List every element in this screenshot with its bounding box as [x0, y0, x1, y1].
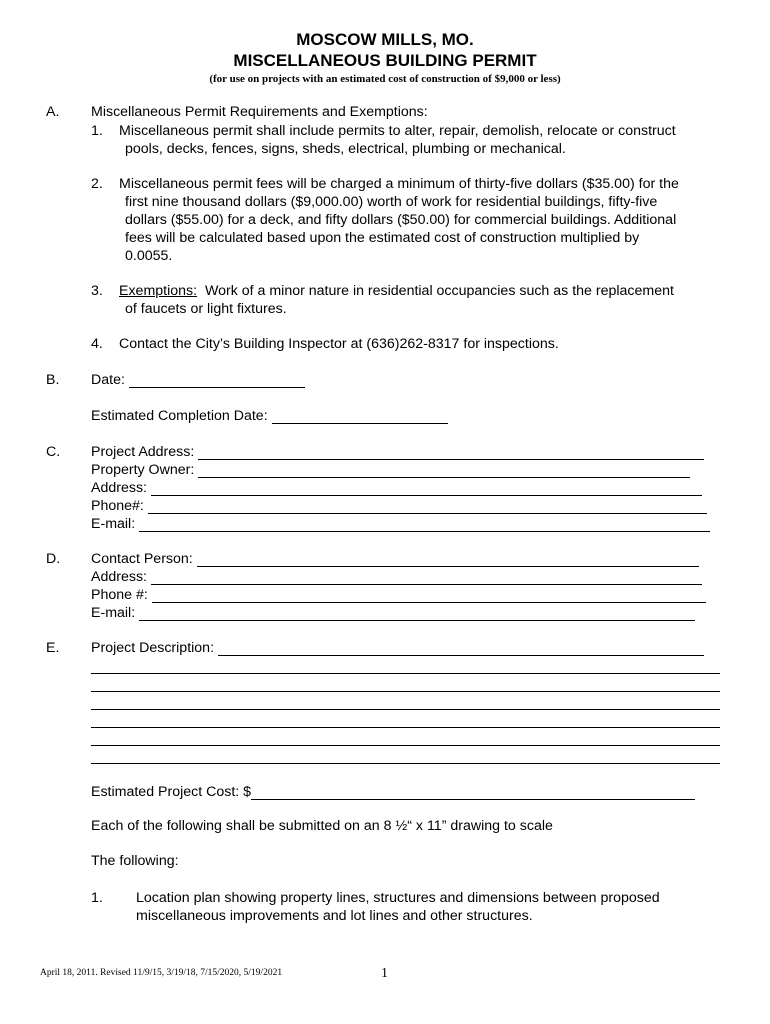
item-4-line-1: Contact the City’s Building Inspector at (636)262-8317 for inspections. [119, 336, 559, 352]
contact-email-field[interactable] [91, 603, 695, 621]
section-d-letter: D. [46, 551, 61, 567]
item-1-line-2: pools, decks, fences, signs, sheds, electrical, plumbing or mechanical. [125, 141, 566, 157]
section-c-letter: C. [46, 444, 61, 460]
page-number: 1 [381, 966, 388, 981]
section-e-letter: E. [46, 640, 60, 656]
estimated-cost-label: Estimated Project Cost: $ [91, 784, 252, 800]
item-2-line-5: 0.0055. [125, 248, 173, 264]
description-line-5[interactable] [91, 727, 720, 728]
requirement-1-number: 1. [91, 890, 103, 906]
section-b-letter: B. [46, 372, 60, 388]
contact-person-blank[interactable] [197, 552, 699, 567]
item-2-line-4: fees will be calculated based upon the estimated cost of construction multiplied by [125, 230, 640, 246]
requirement-1-line-2: miscellaneous improvements and lot lines and other structures. [136, 908, 533, 924]
requirement-1-line-1: Location plan showing property lines, structures and dimensions between proposed [136, 890, 660, 906]
contact-phone-label: Phone #: [91, 587, 148, 603]
following-label: The following: [91, 853, 179, 869]
contact-email-label: E-mail: [91, 605, 136, 621]
completion-date-blank[interactable] [272, 409, 448, 424]
owner-address-blank[interactable] [151, 481, 702, 496]
owner-email-label: E-mail: [91, 516, 136, 532]
exemptions-label: Exemptions: [119, 283, 198, 299]
contact-email-blank[interactable] [139, 606, 695, 621]
contact-address-field[interactable] [91, 567, 702, 585]
owner-address-field[interactable] [91, 478, 702, 496]
section-a-heading: Miscellaneous Permit Requirements and Exemptions: [91, 104, 428, 120]
date-blank[interactable] [129, 373, 305, 388]
section-a-letter: A. [46, 104, 60, 120]
project-description-blank[interactable] [218, 641, 704, 656]
item-3-line-2: of faucets or light fixtures. [125, 301, 287, 317]
owner-phone-label: Phone#: [91, 498, 144, 514]
description-line-4[interactable] [91, 709, 720, 710]
owner-email-blank[interactable] [139, 517, 710, 532]
owner-phone-field[interactable] [91, 496, 707, 514]
project-address-blank[interactable] [198, 445, 704, 460]
description-line-6[interactable] [91, 745, 720, 746]
description-line-2[interactable] [91, 673, 720, 674]
description-line-7[interactable] [91, 763, 720, 764]
owner-phone-blank[interactable] [148, 499, 707, 514]
item-2-line-1: Miscellaneous permit fees will be charged a minimum of thirty-five dollars ($35.00) for the [119, 176, 679, 192]
contact-person-field[interactable] [91, 549, 699, 567]
title-permit: MISCELLANEOUS BUILDING PERMIT [233, 51, 537, 70]
item-1-number: 1. [91, 123, 103, 139]
property-owner-label: Property Owner: [91, 462, 195, 478]
project-description-field[interactable] [91, 638, 704, 656]
title-city: MOSCOW MILLS, MO. [296, 30, 474, 49]
contact-phone-blank[interactable] [152, 588, 706, 603]
project-description-label: Project Description: [91, 640, 215, 656]
description-line-3[interactable] [91, 691, 720, 692]
completion-date-field[interactable] [91, 406, 448, 424]
item-2-line-3: dollars ($55.00) for a deck, and fifty dollars ($50.00) for commercial buildings. Additional [125, 212, 677, 228]
project-address-field[interactable] [91, 442, 704, 460]
contact-phone-field[interactable] [91, 585, 706, 603]
date-label: Date: [91, 372, 125, 388]
item-1-line-1: Miscellaneous permit shall include permits to alter, repair, demolish, relocate or construct [119, 123, 676, 139]
item-2-line-2: first nine thousand dollars ($9,000.00) worth of work for residential buildings, fifty-five [125, 194, 658, 210]
drawing-note: Each of the following shall be submitted on an 8 ½“ x 11” drawing to scale [91, 818, 553, 834]
owner-address-label: Address: [91, 480, 147, 496]
revision-footer: April 18, 2011. Revised 11/9/15, 3/19/18, 7/15/2020, 5/19/2021 [40, 968, 283, 978]
contact-person-label: Contact Person: [91, 551, 193, 567]
owner-email-field[interactable] [91, 514, 710, 532]
item-3-number: 3. [91, 283, 103, 299]
date-field[interactable] [91, 370, 305, 388]
project-address-label: Project Address: [91, 444, 195, 460]
estimated-cost-field[interactable] [91, 782, 695, 800]
contact-address-label: Address: [91, 569, 147, 585]
property-owner-blank[interactable] [198, 463, 690, 478]
item-3-line-1 [119, 283, 674, 299]
exemptions-text: Work of a minor nature in residential occupancies such as the replacement [204, 283, 674, 299]
item-4-number: 4. [91, 336, 103, 352]
estimated-cost-blank[interactable] [251, 785, 695, 800]
subtitle: (for use on projects with an estimated cost of construction of $9,000 or less) [209, 73, 561, 85]
contact-address-blank[interactable] [151, 570, 702, 585]
item-2-number: 2. [91, 176, 103, 192]
property-owner-field[interactable] [91, 460, 690, 478]
completion-date-label: Estimated Completion Date: [91, 408, 268, 424]
